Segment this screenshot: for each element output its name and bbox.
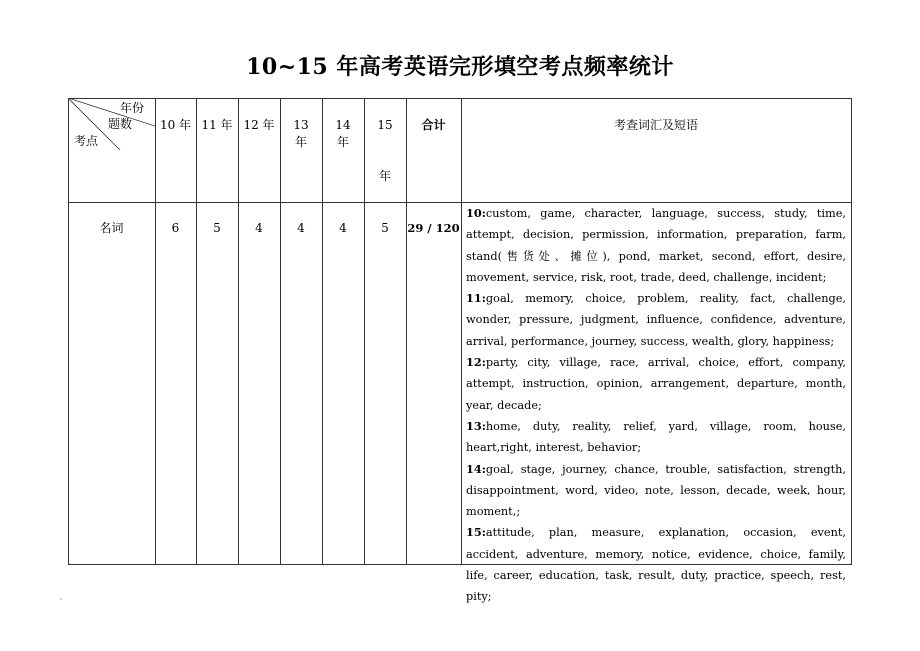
- col-line: [851, 98, 852, 565]
- frequency-table: [68, 98, 852, 604]
- corner-year-label: 年份: [120, 101, 145, 115]
- corner-point-label: 考点: [74, 134, 99, 148]
- header-year-15-number: 15: [377, 118, 393, 132]
- vocab-year: 13:: [466, 418, 486, 433]
- header-year-14-char: 年: [336, 135, 349, 149]
- vocab-words: attitude, plan, measure, explanation, occasion, event, accident, adventure, memory, notice, evidence, choice, family, life, career, education, task, result, duty, practice, speech, rest, pity;: [466, 526, 846, 604]
- vocab-words: goal, memory, choice, problem, reality, fact, challenge, wonder, pressure, judgment, influence, confidence, adventure, arrival, performance, journey, success, wealth, glory, happiness;: [466, 292, 846, 348]
- row-count-11: 5: [213, 221, 221, 235]
- header-year-14-number: 14: [335, 118, 351, 132]
- row-count-12: 4: [255, 221, 263, 235]
- vocab-words: custom, game, character, language, success, study, time, attempt, decision, permission, information, preparation, farm, stand(售货处、摊位), pond, market, second, effort, desire, movement, service, risk, root, trade, deed, challenge, incident;: [466, 207, 846, 284]
- vocab-entry-11: [466, 288, 846, 352]
- vocab-entry-12: [466, 352, 846, 416]
- header-year-12: 12 年: [243, 118, 275, 132]
- col-line: [155, 98, 156, 565]
- row-count-10: 6: [171, 221, 180, 235]
- col-line: [322, 98, 323, 565]
- header-year-13-char: 年: [294, 135, 307, 149]
- vocab-entry-13: [466, 416, 846, 459]
- vocab-list: [466, 203, 846, 608]
- vocab-year: 12:: [466, 355, 486, 370]
- vocab-entry-10: [466, 203, 846, 288]
- header-vocab: 考查词汇及短语: [613, 118, 698, 132]
- page-title: 10~15 年高考英语完形填空考点频率统计: [246, 54, 674, 80]
- col-line: [461, 98, 462, 565]
- header-year-13-number: 13: [293, 118, 309, 132]
- row-count-15: 5: [381, 221, 389, 235]
- page-speck: [60, 598, 62, 600]
- col-line: [406, 98, 407, 565]
- header-year-10: 10 年: [159, 118, 192, 132]
- corner-count-label: 题数: [108, 117, 133, 131]
- header-year-15-char: 年: [378, 169, 391, 183]
- row-count-14: 4: [339, 221, 347, 235]
- col-line: [196, 98, 197, 565]
- col-line: [238, 98, 239, 565]
- header-year-11: 11 年: [201, 118, 233, 132]
- vocab-words: goal, stage, journey, chance, trouble, satisfaction, strength, disappointment, word, video, note, lesson, decade, week, hour, moment,;: [466, 462, 846, 519]
- vocab-year: 14:: [466, 461, 486, 476]
- vocab-words: party, city, village, race, arrival, choice, effort, company, attempt, instruction, opinion, arrangement, departure, month, year, decade;: [466, 356, 846, 412]
- vocab-entry-15: [466, 522, 846, 607]
- row-count-13: 4: [297, 221, 305, 235]
- row-category: 名词: [99, 221, 124, 235]
- vocab-year: 15:: [466, 525, 486, 540]
- table-border-top: [68, 98, 852, 99]
- vocab-entry-14: [466, 459, 846, 523]
- vocab-year: 11:: [466, 291, 486, 306]
- col-line: [280, 98, 281, 565]
- row-total: 29 / 120: [407, 221, 460, 235]
- header-total: 合计: [421, 118, 446, 132]
- vocab-words: home, duty, reality, relief, yard, village, room, house, heart,right, interest, behavior;: [466, 419, 846, 455]
- vocab-year: 10:: [466, 206, 486, 220]
